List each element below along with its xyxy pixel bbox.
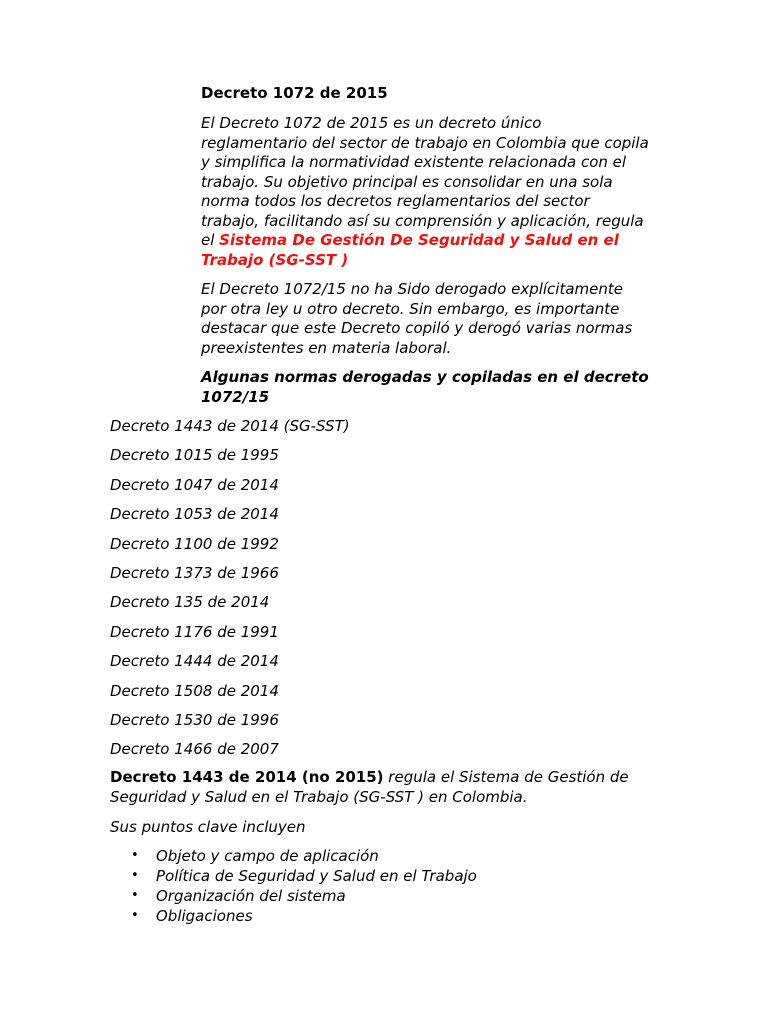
list-item [131,846,477,866]
decree-1443-bold: Decreto 1443 de 2014 (no 2015) [110,768,384,786]
list-item: Decreto 135 de 2014 [110,593,270,612]
list-item: Decreto 1047 de 2014 [110,475,279,494]
list-item: Decreto 1466 de 2007 [110,740,279,759]
list-item: Decreto 1100 de 1992 [110,534,279,553]
list-item [131,906,477,926]
intro-paragraph [201,114,651,270]
sg-sst-highlight: Sistema De Gestión De Seguridad y Salud en el Trabajo (SG-SST ) [201,231,619,269]
list-item: Decreto 1443 de 2014 (SG-SST) [110,417,350,435]
key-points-list [131,846,477,926]
bullet-icon: • [131,848,139,863]
list-item [131,886,477,906]
list-item: Decreto 1053 de 2014 [110,505,279,524]
decree-1443-paragraph [110,768,650,807]
bullet-icon: • [131,868,139,883]
key-points-intro: Sus puntos clave incluyen [110,818,306,836]
section-subheading: Algunas normas derogadas y copiladas en el decreto 1072/15 [201,368,649,406]
decree-1443-text: regula el Sistema de Gestión de Seguridad y Salud en el Trabajo (SG-SST ) en Colombia. [110,768,629,806]
intro-text: El Decreto 1072 de 2015 es un decreto único reglamentario del sector de trabajo en Colombia que copila y simplifica la normatividad existente relacionada con el trabajo. Su objetivo principal es consolidar en una sola norma todos los decretos reglamentarios del sector trabajo, facilitando así su comprensión y aplicación, regula el [201,114,649,249]
list-item: Decreto 1530 de 1996 [110,710,279,729]
list-item: Decreto 1444 de 2014 [110,652,279,671]
bullet-icon: • [131,888,139,903]
derogation-paragraph: El Decreto 1072/15 no ha Sido derogado explícitamente por otra ley u otro decreto. Sin embargo, es importante destacar que este Decreto copiló y derogó varias normas preexistentes en materia laboral. [201,280,633,357]
key-point-text: Política de Seguridad y Salud en el Trabajo [156,867,477,885]
list-item [131,866,477,886]
list-item: Decreto 1015 de 1995 [110,446,279,465]
bullet-icon: • [131,908,139,923]
list-item: Decreto 1508 de 2014 [110,681,279,700]
decree-list [110,417,350,770]
key-point-text: Organización del sistema [156,887,346,905]
key-point-text: Obligaciones [156,907,253,925]
key-point-text: Objeto y campo de aplicación [156,847,379,865]
document-title: Decreto 1072 de 2015 [201,84,388,102]
list-item: Decreto 1373 de 1966 [110,563,279,582]
list-item: Decreto 1176 de 1991 [110,622,279,641]
